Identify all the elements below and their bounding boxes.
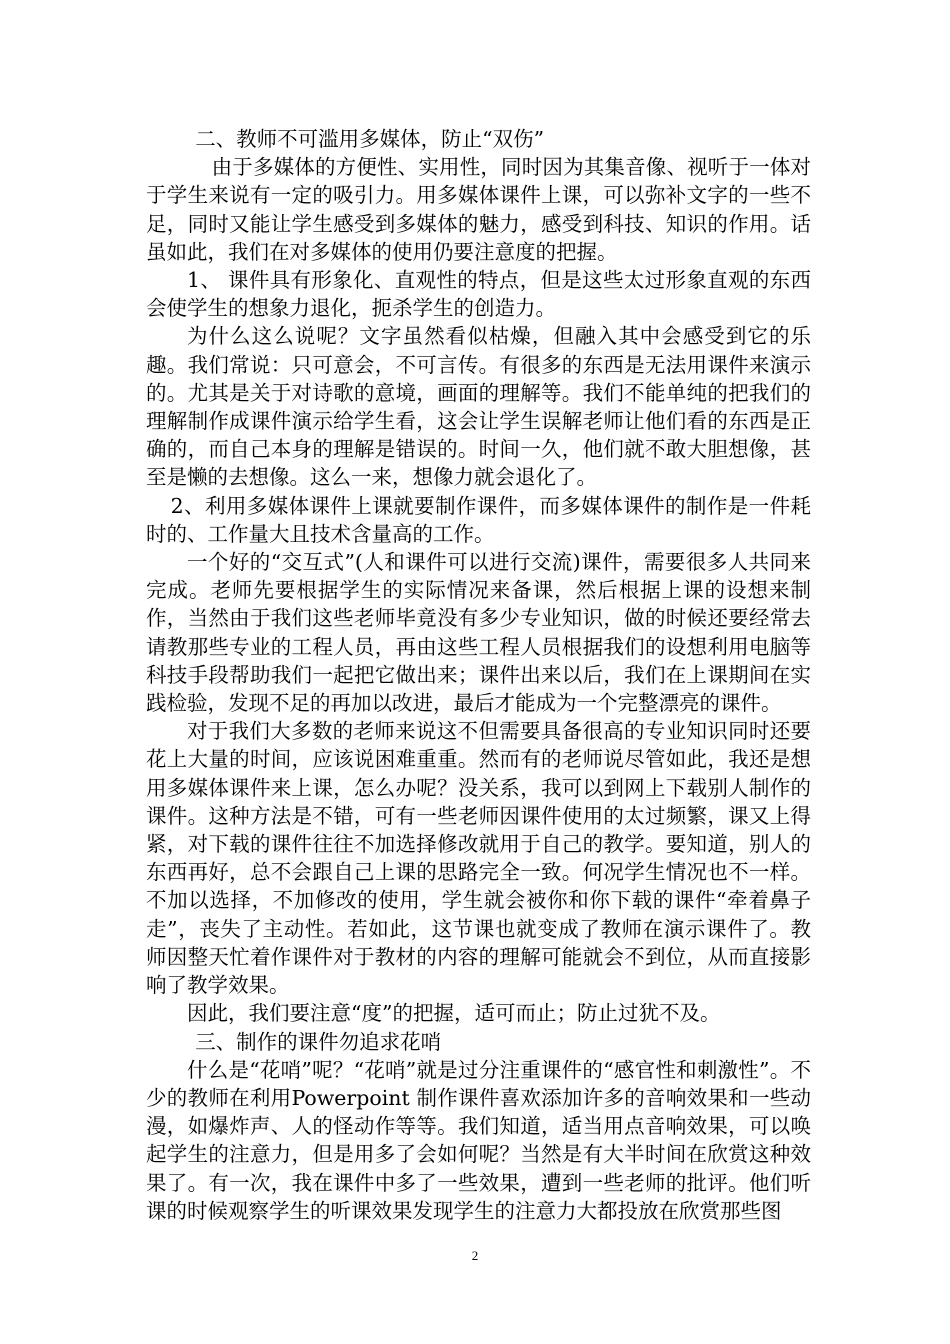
paragraph: 一个好的“交互式”(人和课件可以进行交流)课件，需要很多人共同来完成。老师先要根据学生的实际情况来备课，然后根据上课的设想来制作，当然由于我们这些老师毕竟没有多少专业知识，做的时候还要经常去请教那些专业的工程人员，再由这些工程人员根据我们的设想利用电脑等科技手段帮助我们一起把它做出来；课件出来以后，我们在上课期间在实践检验，发现不足的再加以改进，最后才能成为一个完整漂亮的课件。 — [146, 550, 811, 716]
paragraph: 2、利用多媒体课件上课就要制作课件，而多媒体课件的制作是一件耗时的、工作量大且技术含量高的工作。 — [146, 493, 811, 546]
section-heading-2: 二、教师不可滥用多媒体，防止“双伤” — [195, 127, 545, 151]
document-body — [146, 125, 811, 1225]
paragraph: 什么是“花哨”呢？“花哨”就是过分注重课件的“感官性和刺激性”。不少的教师在利用Powerpoint 制作课件喜欢添加许多的音响效果和一些动漫，如爆炸声、人的怪动作等等。我们知道，适当用点音响效果，可以唤起学生的注意力，但是用多了会如何呢？当然是有大半时间在欣赏这种效果了。有一次，我在课件中多了一些效果，遭到一些老师的批评。他们听课的时候观察学生的听课效果发现学生的注意力大都投放在欣赏那些图 — [146, 1057, 811, 1223]
page-number: 2 — [471, 1248, 479, 1263]
paragraph: 对于我们大多数的老师来说这不但需要具备很高的专业知识同时还要花上大量的时间，应该说困难重重。然而有的老师说尽管如此，我还是想用多媒体课件来上课，怎么办呢？没关系，我可以到网上下载别人制作的课件。这种方法是不错，可有一些老师因课件使用的太过频繁，课又上得紧，对下载的课件往往不加选择修改就用于自己的教学。要知道，别人的东西再好，总不会跟自己上课的思路完全一致。何况学生情况也不一样。不加以选择，不加修改的使用，学生就会被你和你下载的课件“牵着鼻子走”，丧失了主动性。若如此，这节课也就变成了教师在演示课件了。教师因整天忙着作课件对于教材的内容的理解可能就会不到位，从而直接影响了教学效果。 — [146, 719, 811, 998]
section-heading-3: 三、制作的课件勿追求花哨 — [195, 1029, 442, 1054]
paragraph: 因此，我们要注意“度”的把握，适可而止；防止过犹不及。 — [187, 1001, 721, 1026]
paragraph: 由于多媒体的方便性、实用性，同时因为其集音像、视听于一体对于学生来说有一定的吸引力。用多媒体课件上课，可以弥补文字的一些不足，同时又能让学生感受到多媒体的魅力，感受到科技、知识的作用。话虽如此，我们在对多媒体的使用仍要注意度的把握。 — [146, 155, 811, 264]
paragraph: 1、 课件具有形象化、直观性的特点，但是这些太过形象直观的东西会使学生的想象力退化，扼杀学生的创造力。 — [146, 268, 811, 321]
paragraph: 为什么这么说呢？文字虽然看似枯燥，但融入其中会感受到它的乐趣。我们常说：只可意会，不可言传。有很多的东西是无法用课件来演示的。尤其是关于对诗歌的意境，画面的理解等。我们不能单纯的把我们的理解制作成课件演示给学生看，这会让学生误解老师让他们看的东西是正确的，而自己本身的理解是错误的。时间一久，他们就不敢大胆想像，甚至是懒的去想像。这么一来，想像力就会退化了。 — [146, 324, 811, 490]
